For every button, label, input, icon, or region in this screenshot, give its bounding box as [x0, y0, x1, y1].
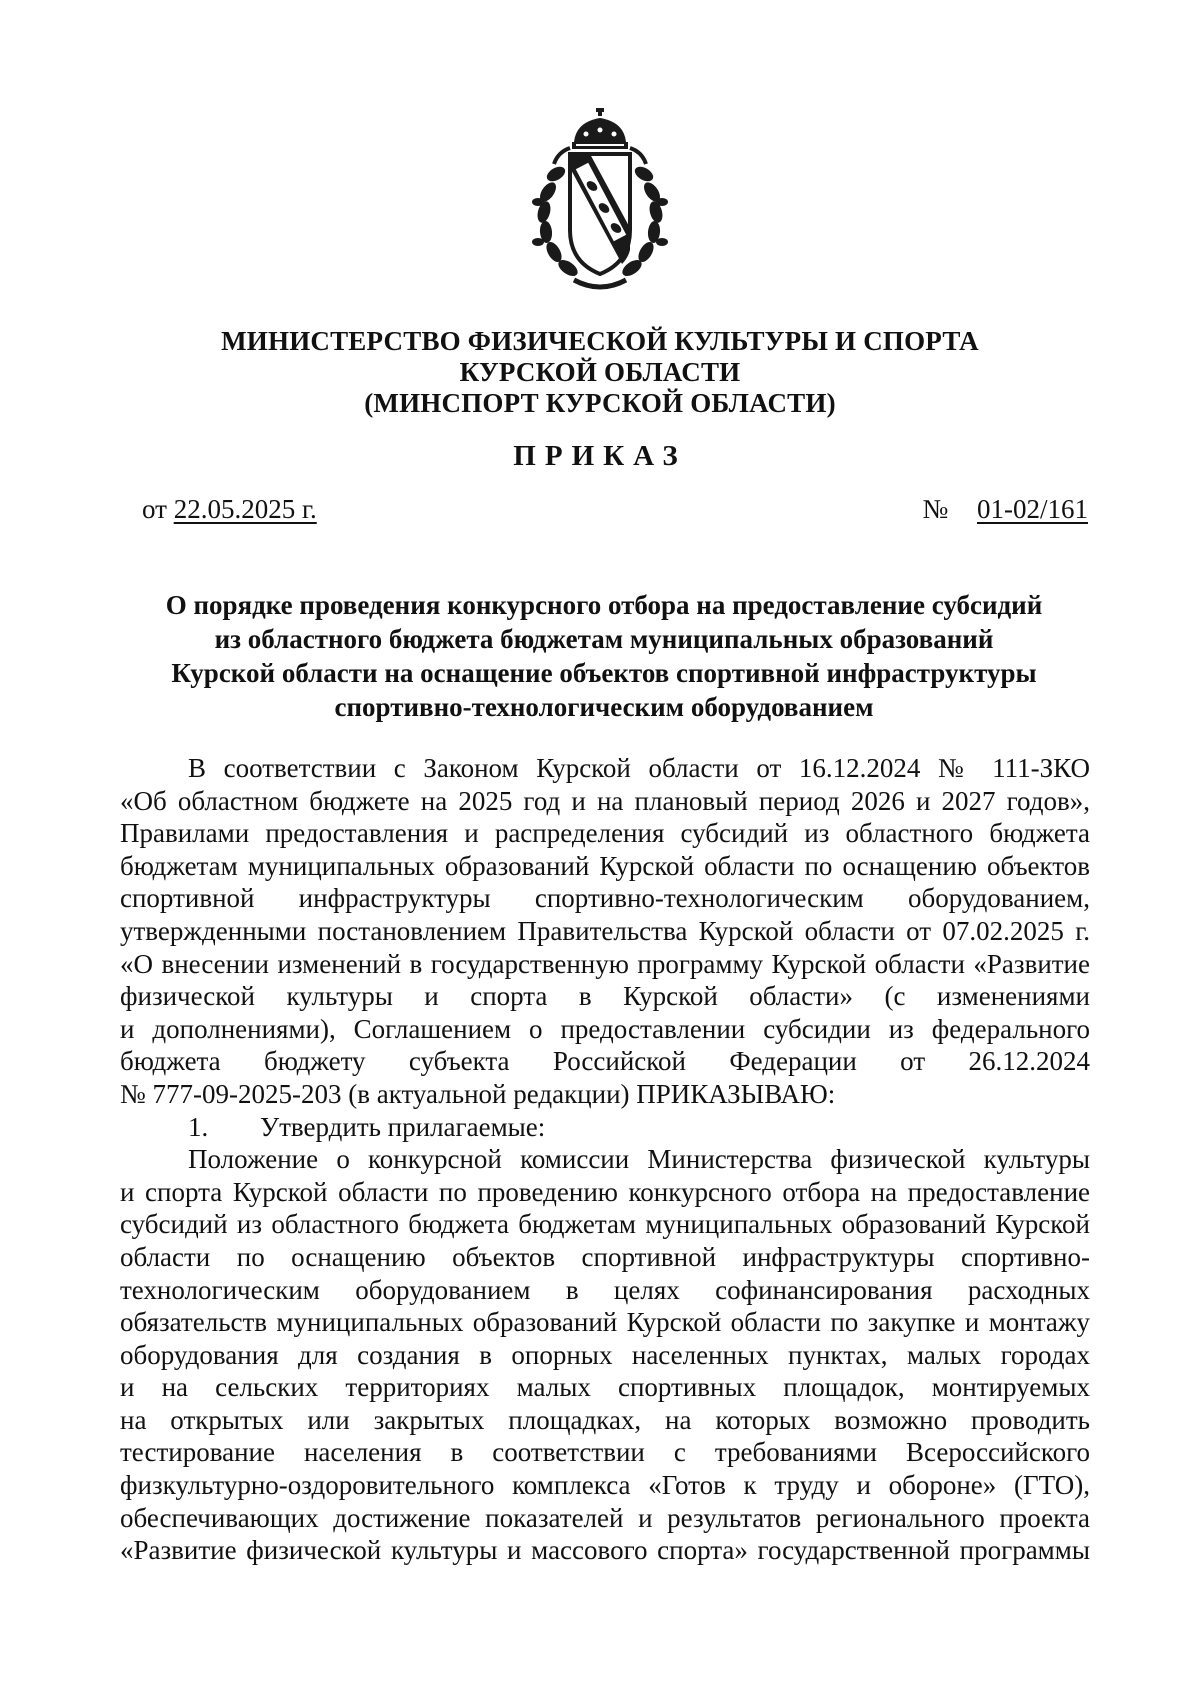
- number-value: 01-02/161: [977, 494, 1088, 524]
- regulation-line: тестирование населения в соответствии с требованиями Всероссийского: [120, 1437, 1090, 1468]
- regulation-line: и спорта Курской области по проведению конкурсного отбора на предоставление: [120, 1176, 1090, 1207]
- document-date: [142, 494, 317, 525]
- preamble-line: «Об областном бюджете на 2025 год и на плановый период 2026 и 2027 годов»,: [120, 785, 1090, 816]
- regulation-line: «Развитие физической культуры и массового спорта» государственной программы: [120, 1535, 1090, 1566]
- number-sign: №: [922, 494, 949, 524]
- subject-line: Курской области на оснащение объектов спортивной инфраструктуры: [171, 658, 1037, 688]
- regulation-line: физкультурно-оздоровительного комплекса «Готов к труду и обороне» (ГТО),: [120, 1470, 1090, 1501]
- regulation-line: и на сельских территориях малых спортивных площадок, монтируемых: [120, 1372, 1090, 1403]
- document-body: [120, 752, 1090, 1567]
- preamble-line: физической культуры и спорта в Курской области» (с изменениями: [120, 981, 1090, 1012]
- item-text: Утвердить прилагаемые:: [260, 1111, 546, 1142]
- organization-short-name: (МИНСПОРТ КУРСКОЙ ОБЛАСТИ): [364, 388, 836, 418]
- regulation-line: оборудования для создания в опорных населенных пунктах, малых городах: [120, 1339, 1090, 1370]
- preamble-line: В соответствии с Законом Курской области от 16.12.2024 № 111-ЗКО: [188, 753, 1090, 783]
- regulation-line: области по оснащению объектов спортивной инфраструктуры спортивно-: [120, 1241, 1090, 1272]
- regulation-line: технологическим оборудованием в целях софинансирования расходных: [120, 1274, 1090, 1305]
- regulation-line: на открытых или закрытых площадках, на которых возможно проводить: [120, 1404, 1090, 1435]
- date-value: 22.05.2025 г.: [173, 494, 317, 524]
- preamble-line: бюджета бюджету субъекта Российской Федерации от 26.12.2024: [120, 1046, 1090, 1077]
- regulation-line: обеспечивающих достижение показателей и результатов регионального проекта: [120, 1502, 1090, 1533]
- subject-line: спортивно-технологическим оборудованием: [334, 692, 874, 722]
- organization-line: КУРСКОЙ ОБЛАСТИ: [459, 357, 741, 387]
- regulation-line: субсидий из областного бюджета бюджетам муниципальных образований Курской: [120, 1209, 1090, 1240]
- date-prefix: от: [142, 494, 167, 524]
- preamble-line: утвержденными постановлением Правительства Курской области от 07.02.2025 г.: [120, 915, 1090, 946]
- preamble-line: Правилами предоставления и распределения субсидий из областного бюджета: [120, 818, 1090, 849]
- item-number: 1.: [188, 1111, 209, 1142]
- organization-name: [150, 326, 1050, 419]
- preamble-line: № 777-09-2025-203 (в актуальной редакции) ПРИКАЗЫВАЮ:: [120, 1078, 836, 1109]
- preamble-line: бюджетам муниципальных образований Курской области по оснащению объектов: [120, 850, 1090, 881]
- organization-line: МИНИСТЕРСТВО ФИЗИЧЕСКОЙ КУЛЬТУРЫ И СПОРТА: [221, 326, 979, 356]
- coat-of-arms-emblem: [530, 108, 670, 296]
- preamble-line: «О внесении изменений в государственную программу Курской области «Развитие: [120, 948, 1090, 979]
- regulation-line: Положение о конкурсной комиссии Министерства физической культуры: [188, 1144, 1090, 1175]
- document-subject: [120, 588, 1088, 724]
- subject-line: из областного бюджета бюджетам муниципальных образований: [214, 624, 994, 654]
- subject-line: О порядке проведения конкурсного отбора на предоставление субсидий: [165, 590, 1043, 620]
- document-number: [922, 494, 1088, 525]
- regulation-line: обязательств муниципальных образований Курской области по закупке и монтажу: [120, 1307, 1090, 1338]
- order-item-1: [120, 1111, 1090, 1144]
- preamble-line: спортивной инфраструктуры спортивно-технологическим оборудованием,: [120, 883, 1090, 914]
- preamble-line: и дополнениями), Соглашением о предоставлении субсидии из федерального: [120, 1013, 1090, 1044]
- document-type-title: ПРИКАЗ: [513, 440, 687, 472]
